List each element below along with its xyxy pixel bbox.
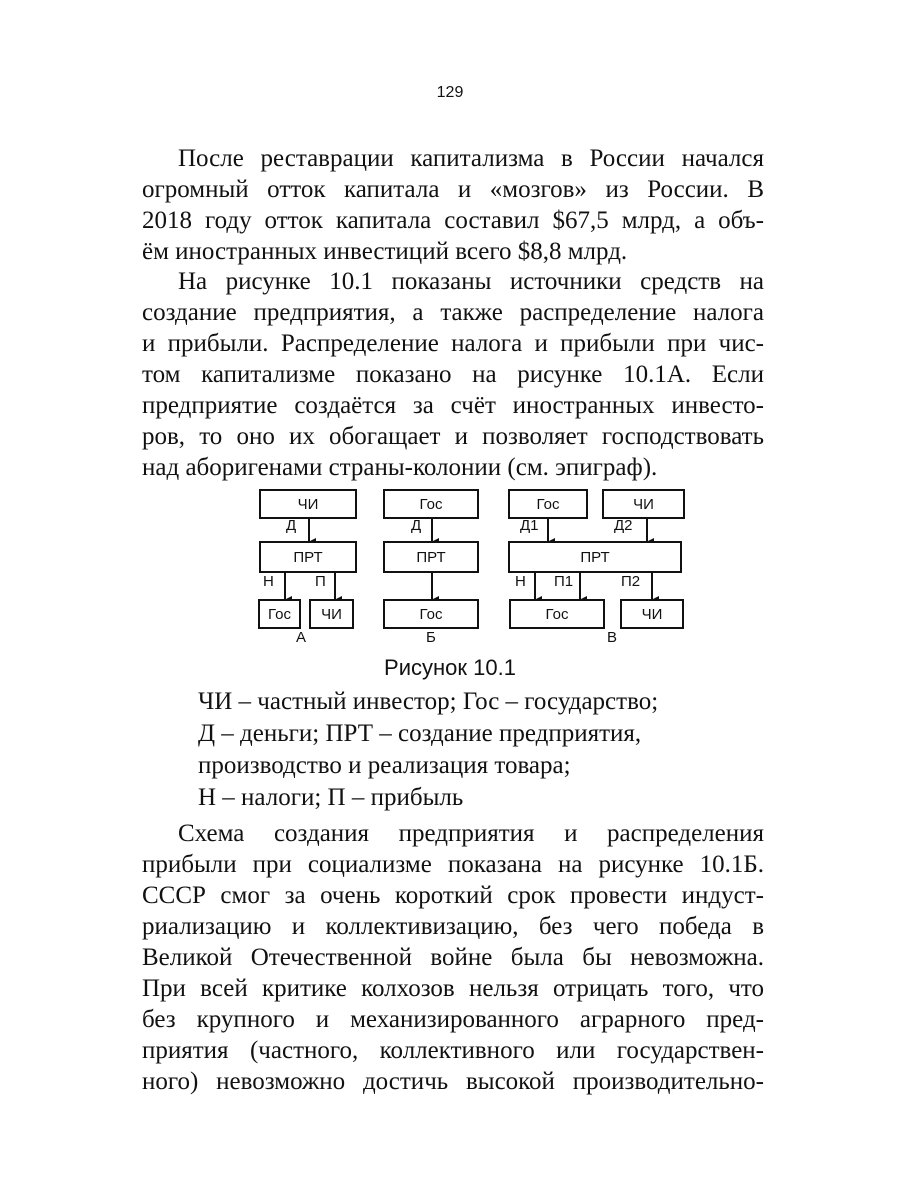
text-line: Великой Отечественной войне была бы невозможна. <box>142 944 764 971</box>
label-c-money-right: Д2 <box>614 517 633 534</box>
figure-caption: Рисунок 10.1 <box>384 655 516 680</box>
text-line: прибыли при социализме показана на рисунке 10.1Б. <box>142 851 764 878</box>
box-b-middle: ПРТ <box>383 541 479 573</box>
label-b-money: Д <box>411 517 422 534</box>
label-a-money: Д <box>286 517 297 534</box>
text-line: огромный отток капитала и «мозгов» из России. В <box>142 176 764 203</box>
box-c-middle: ПРТ <box>508 541 682 573</box>
label-c: В <box>607 629 618 646</box>
label-c-tax: Н <box>515 573 526 590</box>
text-line: том капитализме показано на рисунке 10.1А. Если <box>142 361 764 388</box>
text-line: над аборигенами страны-колонии (см. эпиграф). <box>142 454 658 481</box>
text-line: ров, то оно их обогащает и позволяет господствовать <box>142 423 764 450</box>
label-c-profit-right: П2 <box>621 573 641 590</box>
paragraph-2 <box>142 266 764 483</box>
legend-line: Д – деньги; ПРТ – создание предприятия, <box>198 720 642 747</box>
text-line: При всей критике колхозов нельзя отрицать того, что <box>142 975 764 1002</box>
text-line: приятия (частного, коллективного или государствен- <box>142 1037 764 1064</box>
box-a-bottom-right: ЧИ <box>309 599 354 629</box>
box-a-bottom-left: Гос <box>258 599 301 629</box>
text-line: риализацию и коллективизацию, без чего победа в <box>142 913 764 940</box>
legend-line: производство и реализация товара; <box>198 752 571 779</box>
text-line: и прибыли. Распределение налога и прибыли при чис- <box>142 330 764 357</box>
page-number: 129 <box>436 84 464 101</box>
box-c-top-left: Гос <box>508 489 588 519</box>
figure-legend <box>198 686 758 814</box>
text-line: создание предприятия, а также распределение налога <box>142 299 764 326</box>
text-line: Схема создания предприятия и распределения <box>178 820 764 847</box>
label-a: А <box>296 629 307 646</box>
text-line: предприятие создаётся за счёт иностранных инвесто- <box>142 392 764 419</box>
box-c-bottom-left: Гос <box>509 599 605 629</box>
label-c-money-left: Д1 <box>520 517 539 534</box>
legend-line: ЧИ – частный инвестор; Гос – государство; <box>198 688 659 715</box>
label-c-profit-left: П1 <box>554 573 574 590</box>
paragraph-3 <box>142 818 764 1097</box>
paragraph-1 <box>142 143 764 267</box>
text-line: На рисунке 10.1 показаны источники средств на <box>178 268 764 295</box>
figure-10-1-diagram <box>250 484 690 649</box>
box-c-top-right: ЧИ <box>602 489 685 519</box>
label-a-profit: П <box>315 573 326 590</box>
box-c-bottom-right: ЧИ <box>620 599 684 629</box>
box-b-bottom: Гос <box>383 599 479 629</box>
text-line: ём иностранных инвестиций всего $8,8 млрд. <box>142 238 628 265</box>
text-line: без крупного и механизированного аграрного пред- <box>142 1006 764 1033</box>
label-a-tax: Н <box>263 573 274 590</box>
box-a-top: ЧИ <box>259 489 357 519</box>
box-a-middle: ПРТ <box>259 541 357 573</box>
box-b-top: Гос <box>383 489 479 519</box>
text-line: СССР смог за очень короткий срок провести индуст- <box>142 882 764 909</box>
legend-line: Н – налоги; П – прибыль <box>198 784 464 811</box>
text-line: 2018 году отток капитала составил $67,5 млрд, а объ- <box>142 207 764 234</box>
label-b: Б <box>426 629 436 646</box>
text-line: После реставрации капитализма в России начался <box>178 145 764 172</box>
text-line: ного) невозможно достичь высокой производительно- <box>142 1068 764 1095</box>
